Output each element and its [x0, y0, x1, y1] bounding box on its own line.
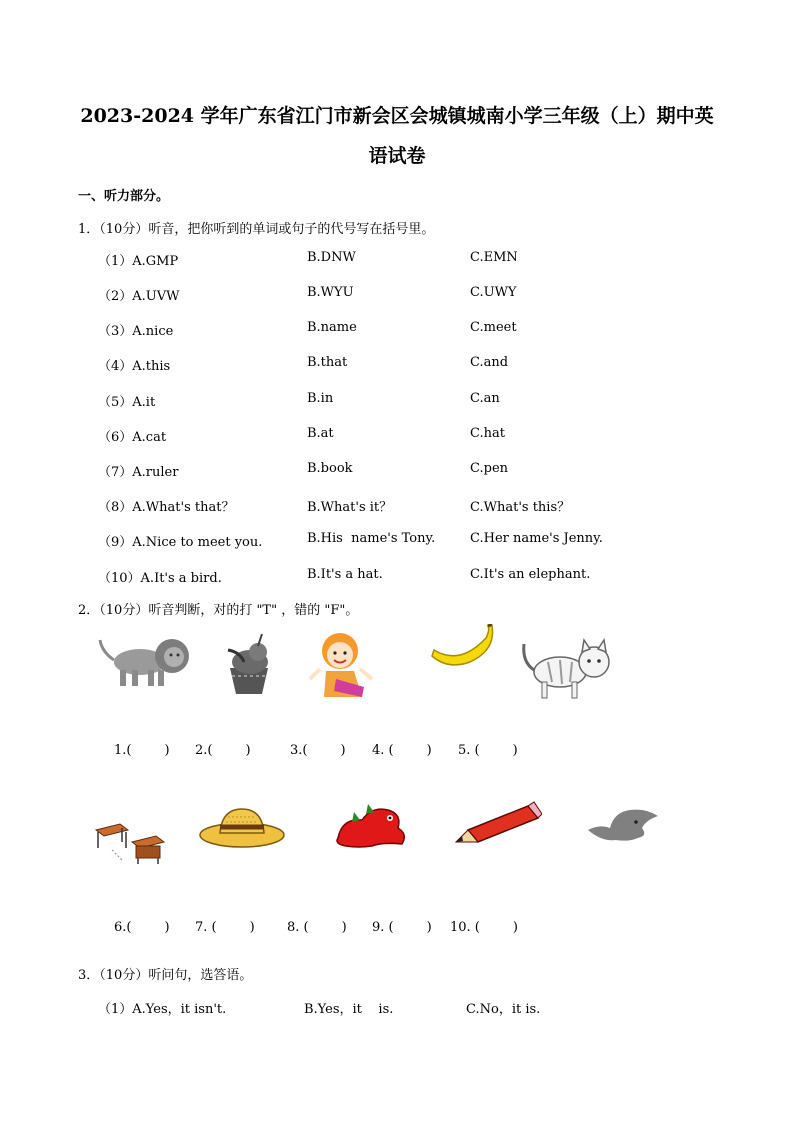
answer-blank-3[interactable]: 3.( ): [290, 743, 346, 758]
option-b: B.book: [307, 461, 353, 476]
answer-blank-4[interactable]: 4. ( ): [372, 743, 432, 758]
item-label: （1）A.Yes，it isn't.: [98, 1002, 227, 1017]
question-1-prompt: 1．（10分）听音，把你听到的单词或句子的代号写在括号里。: [78, 222, 435, 237]
dragon-picture: [332, 798, 410, 848]
option-row: [0, 531, 794, 549]
page-title-line2: 语试卷: [368, 145, 426, 167]
option-c: C.UWY: [470, 285, 517, 300]
item-label: （8）A.What's that？: [98, 500, 235, 515]
answer-blank-7[interactable]: 7. ( ): [195, 920, 255, 935]
answer-blank-9[interactable]: 9. ( ): [372, 920, 432, 935]
option-row: [0, 250, 794, 268]
item-label: （4）A.this: [98, 359, 171, 374]
ice-cream-picture: [218, 632, 280, 696]
item-label: （5）A.it: [98, 395, 156, 410]
option-b: B.at: [307, 426, 334, 441]
answer-blank-2[interactable]: 2.( ): [195, 743, 251, 758]
item-label: （6）A.cat: [98, 430, 167, 445]
option-c: C.an: [470, 391, 500, 406]
option-b: B.What's it？: [307, 500, 393, 515]
option-b: B.in: [307, 391, 334, 406]
bird-picture: [586, 806, 660, 846]
option-c: C.It's an elephant.: [470, 567, 591, 582]
option-c: C.hat: [470, 426, 505, 441]
answer-blank-6[interactable]: 6.( ): [114, 920, 170, 935]
item-label: （9）A.Nice to meet you.: [98, 535, 263, 550]
option-b: B.It's a hat.: [307, 567, 383, 582]
option-b: B.name: [307, 320, 357, 335]
question-3-prompt: 3．（10分）听问句，选答语。: [78, 968, 253, 983]
pencil-picture: [454, 800, 542, 844]
option-b: B.His name's Tony.: [307, 531, 436, 546]
option-row: [0, 285, 794, 303]
answer-blank-10[interactable]: 10. ( ): [450, 920, 519, 935]
option-b: B.WYU: [307, 285, 354, 300]
page-title-line1: 2023-2024 学年广东省江门市新会区会城镇城南小学三年级（上）期中英: [80, 105, 714, 127]
option-b: B.Yes，it is.: [304, 1002, 394, 1017]
hat-picture: [198, 805, 286, 849]
banana-picture: [430, 624, 494, 670]
item-label: （7）A.ruler: [98, 465, 179, 480]
option-b: B.DNW: [307, 250, 356, 265]
answer-blank-8[interactable]: 8. ( ): [287, 920, 347, 935]
item-label: （10）A.It's a bird.: [98, 571, 222, 586]
answer-blank-5[interactable]: 5. ( ): [458, 743, 518, 758]
option-b: B.that: [307, 355, 348, 370]
answer-blank-1[interactable]: 1.( ): [114, 743, 170, 758]
girl-picture: [306, 629, 378, 699]
option-row: [0, 998, 794, 1016]
option-row: [0, 496, 794, 514]
cat-picture: [518, 632, 614, 702]
option-row: [0, 320, 794, 338]
lion-picture: [98, 630, 194, 688]
desk-picture: [92, 820, 166, 864]
question-2-prompt: 2．（10分）听音判断，对的打 "T" ，错的 "F"。: [78, 603, 359, 618]
item-label: （3）A.nice: [98, 324, 174, 339]
option-c: C.meet: [470, 320, 517, 335]
option-c: C.No，it is.: [466, 1002, 541, 1017]
item-label: （2）A.UVW: [98, 289, 180, 304]
section-heading-listening: 一、听力部分。: [78, 189, 170, 204]
option-c: C.Her name's Jenny.: [470, 531, 603, 546]
option-row: [0, 426, 794, 444]
option-row: [0, 461, 794, 479]
option-row: [0, 391, 794, 409]
option-row: [0, 355, 794, 373]
option-c: C.and: [470, 355, 509, 370]
option-c: C.What's this？: [470, 500, 571, 515]
option-c: C.EMN: [470, 250, 518, 265]
item-label: （1）A.GMP: [98, 254, 179, 269]
option-c: C.pen: [470, 461, 509, 476]
option-row: [0, 567, 794, 585]
